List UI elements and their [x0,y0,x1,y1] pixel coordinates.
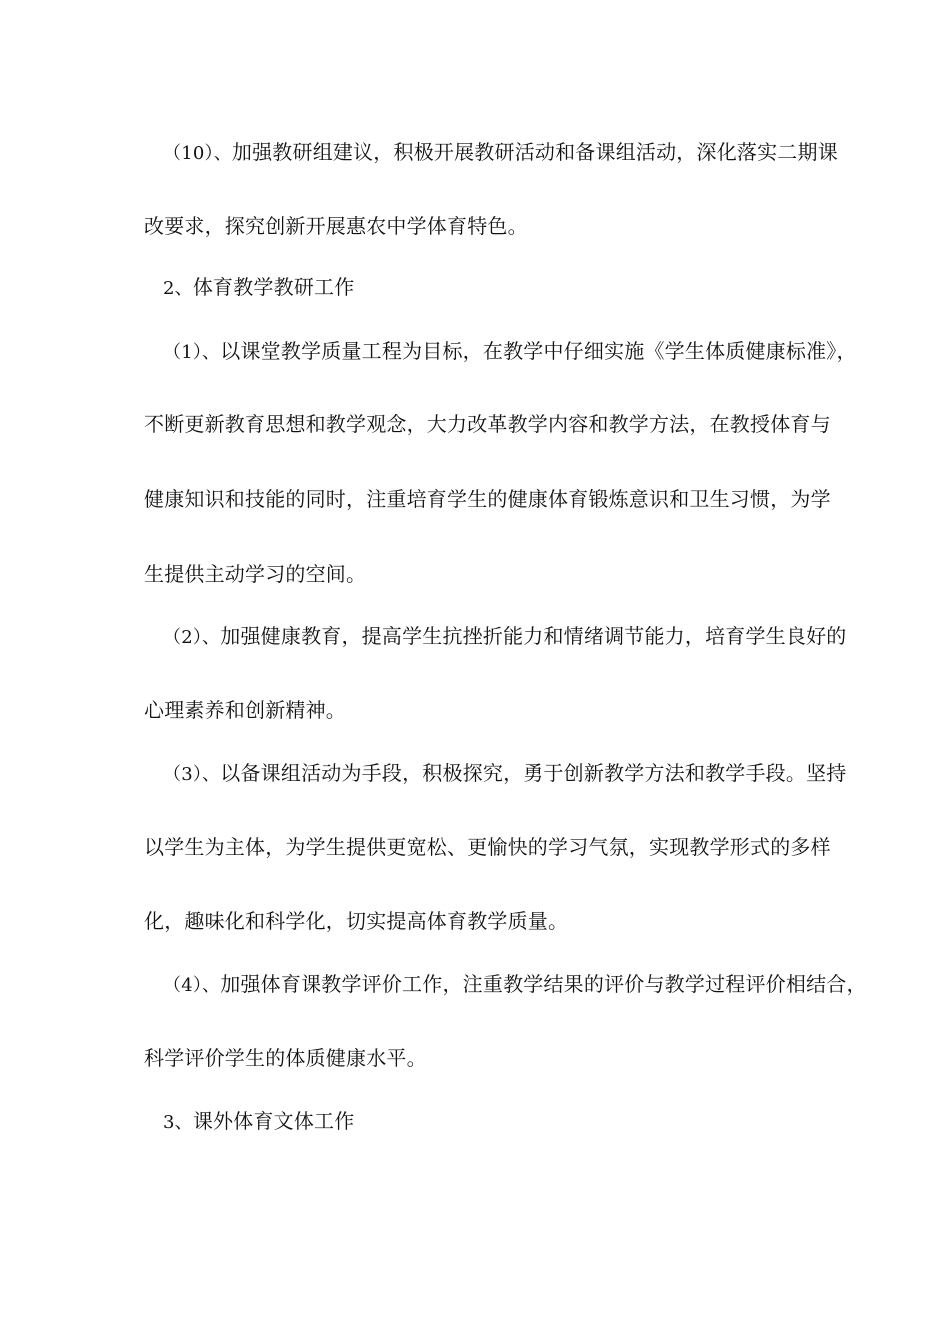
line-text: 加强健康教育，提高学生抗挫折能力和情绪调节能力，培育学生良好的 [220,624,847,648]
item-number: （2）、 [163,627,221,648]
section-title: 体育教学教研工作 [192,275,355,299]
section-title: 课外体育文体工作 [192,1109,355,1133]
line-text: 生提供主动学习的空间。 [144,562,367,586]
section-3-heading [0,1107,950,1137]
section-number: 3、 [163,1112,193,1133]
item-number: （4）、 [163,975,221,996]
paragraph-3-line-2 [0,833,950,861]
line-text: 以备课组活动为手段，积极探究，勇于创新教学方法和教学手段。坚持 [220,761,847,785]
line-text: 以学生为主体，为学生提供更宽松、更愉快的学习气氛，实现教学形式的多样 [144,835,831,859]
paragraph-4-line-2 [0,1044,950,1072]
line-text: 健康知识和技能的同时，注重培育学生的健康体育锻炼意识和卫生习惯，为学 [144,487,831,511]
paragraph-2-line-2 [0,696,950,724]
line-text: 不断更新教育思想和教学观念，大力改革教学内容和教学方法，在教授体育与 [144,412,831,436]
line-text: 化，趣味化和科学化，切实提高体育教学质量。 [144,909,569,933]
paragraph-1-line-4 [0,560,950,588]
line-text: 以课堂教学质量工程为目标，在教学中仔细实施《学生体质健康标准》， [220,339,857,363]
line-text: 加强体育课教学评价工作，注重教学结果的评价与教学过程评价相结合， [220,972,867,996]
section-number: 2、 [163,278,193,299]
item-number: （1）、 [163,342,221,363]
line-text: 加强教研组建议，积极开展教研活动和备课组活动，深化落实二期课 [231,140,838,164]
paragraph-4-line-1 [0,970,950,1000]
paragraph-2-line-1 [0,622,950,652]
paragraph-1-line-1 [0,337,950,367]
paragraph-10-line-1 [0,138,950,168]
paragraph-3-line-1 [0,759,950,789]
line-text: 科学评价学生的体质健康水平。 [144,1046,427,1070]
paragraph-1-line-3 [0,485,950,513]
line-text: 心理素养和创新精神。 [144,698,346,722]
paragraph-3-line-3 [0,907,950,935]
section-2-heading [0,273,950,303]
paragraph-10-line-2 [0,212,950,240]
line-text: 改要求，探究创新开展惠农中学体育特色。 [144,214,528,238]
item-number: （3）、 [163,764,221,785]
paragraph-1-line-2 [0,410,950,438]
item-number: （10）、 [163,143,232,164]
